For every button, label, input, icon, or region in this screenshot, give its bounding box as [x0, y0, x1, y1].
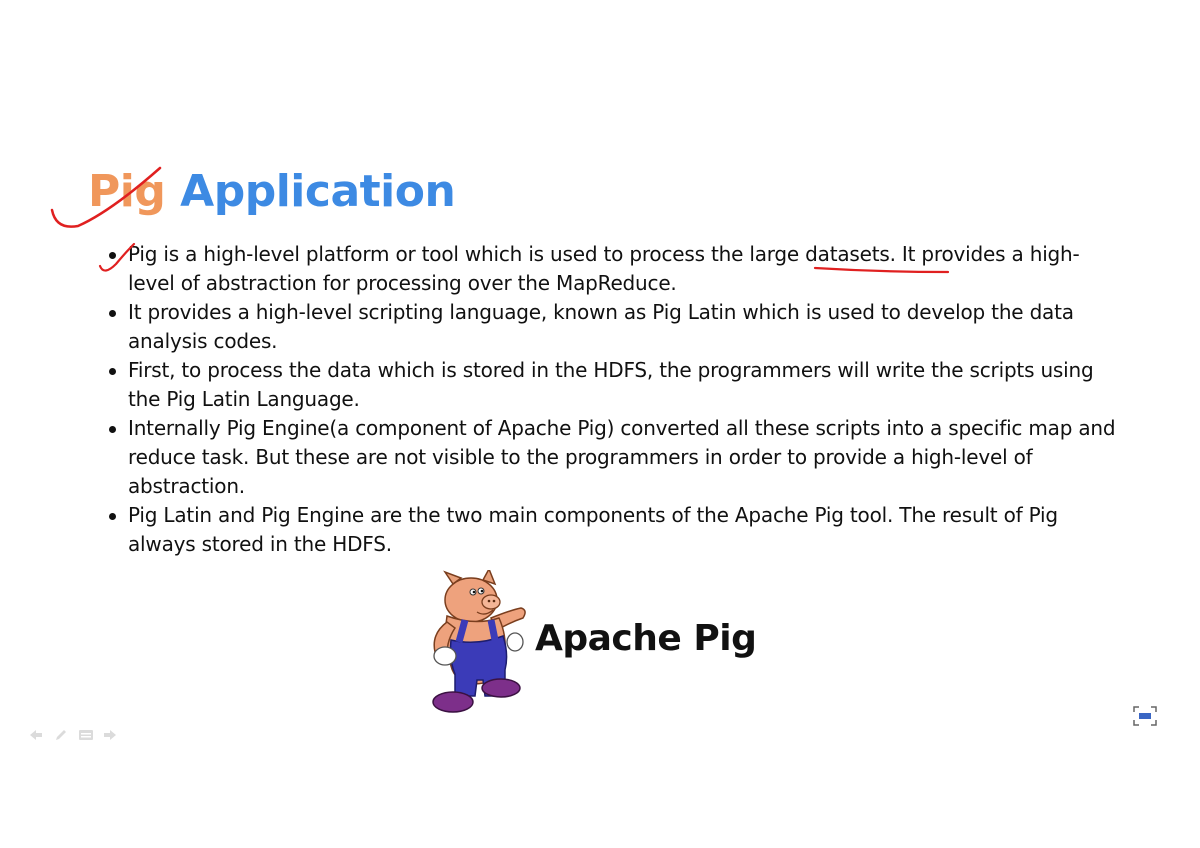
- bullet-item-5: Pig Latin and Pig Engine are the two main components of the Apache Pig tool. The result of Pig always stored in the HDFS.: [108, 501, 1118, 559]
- pig-mascot-icon: [425, 570, 535, 720]
- apache-pig-logo: [425, 570, 785, 720]
- slide-title: [88, 162, 455, 222]
- bullet-item-3: First, to process the data which is stored in the HDFS, the programmers will write the scripts using the Pig Latin Language.: [108, 356, 1118, 414]
- next-icon[interactable]: [102, 728, 118, 742]
- bullet-item-1: Pig is a high-level platform or tool which is used to process the large datasets. It provides a high-level of abstraction for processing over the MapReduce.: [108, 240, 1118, 298]
- bullet-item-4: Internally Pig Engine(a component of Apache Pig) converted all these scripts into a specific map and reduce task. But these are not visible to the programmers in order to provide a high-level of abstraction.: [108, 414, 1118, 501]
- previous-icon[interactable]: [28, 728, 44, 742]
- title-word-pig: Pig: [88, 166, 166, 217]
- fullscreen-icon[interactable]: [1131, 704, 1159, 728]
- apache-pig-logo-text: Apache Pig: [535, 618, 757, 659]
- pen-icon[interactable]: [54, 728, 68, 742]
- bullet-item-2: It provides a high-level scripting language, known as Pig Latin which is used to develop the data analysis codes.: [108, 298, 1118, 356]
- title-word-application: Application: [180, 166, 456, 217]
- menu-icon[interactable]: [78, 728, 94, 742]
- bullet-list: [108, 240, 1118, 559]
